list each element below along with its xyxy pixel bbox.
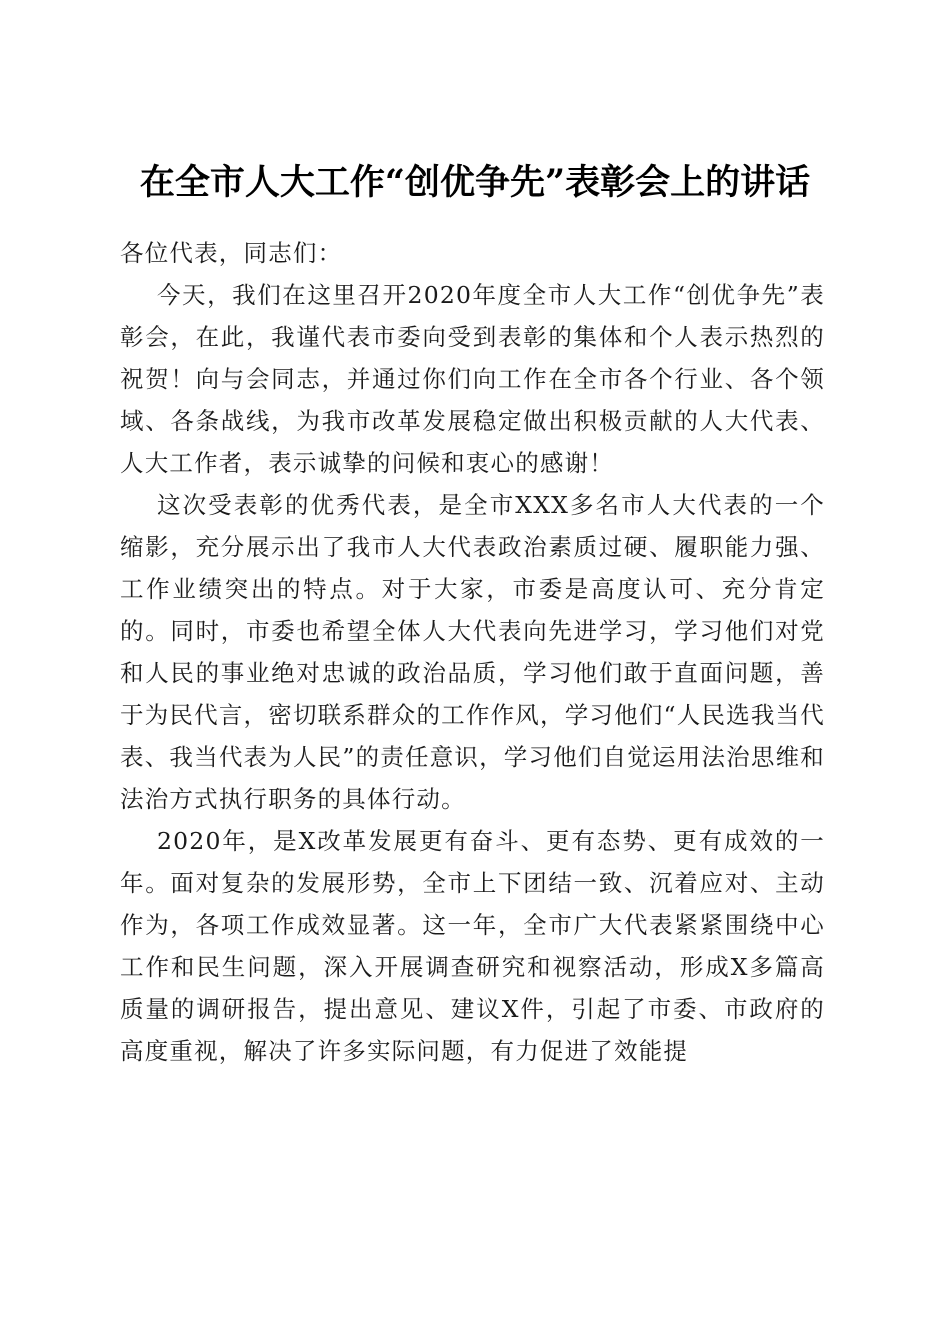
salutation: 各位代表，同志们： xyxy=(120,239,343,267)
paragraph-1: 今天，我们在这里召开2020年度全市人大工作“创优争先”表彰会，在此，我谨代表市委向受到表彰的集体和个人表示热烈的祝贺！向与会同志，并通过你们向工作在全市各个行业、各个领域、各条战线，为我市改革发展稳定做出积极贡献的人大代表、人大工作者，表示诚挚的问候和衷心的感谢！ xyxy=(120,281,825,477)
document-body xyxy=(120,232,825,1072)
paragraph-2: 这次受表彰的优秀代表，是全市XXX多名市人大代表的一个缩影，充分展示出了我市人大代表政治素质过硬、履职能力强、工作业绩突出的特点。对于大家，市委是高度认可、充分肯定的。同时，市委也希望全体人大代表向先进学习，学习他们对党和人民的事业绝对忠诚的政治品质，学习他们敢于直面问题，善于为民代言，密切联系群众的工作作风，学习他们“人民选我当代表、我当代表为人民”的责任意识，学习他们自觉运用法治思维和法治方式执行职务的具体行动。 xyxy=(120,491,825,813)
paragraph-3: 2020年，是X改革发展更有奋斗、更有态势、更有成效的一年。面对复杂的发展形势，全市上下团结一致、沉着应对、主动作为，各项工作成效显著。这一年，全市广大代表紧紧围绕中心工作和民生问题，深入开展调查研究和视察活动，形成X多篇高质量的调研报告，提出意见、建议X件，引起了市委、市政府的高度重视，解决了许多实际问题，有力促进了效能提 xyxy=(120,827,825,1065)
document-title: 在全市人大工作“创优争先”表彰会上的讲话 xyxy=(139,162,811,204)
